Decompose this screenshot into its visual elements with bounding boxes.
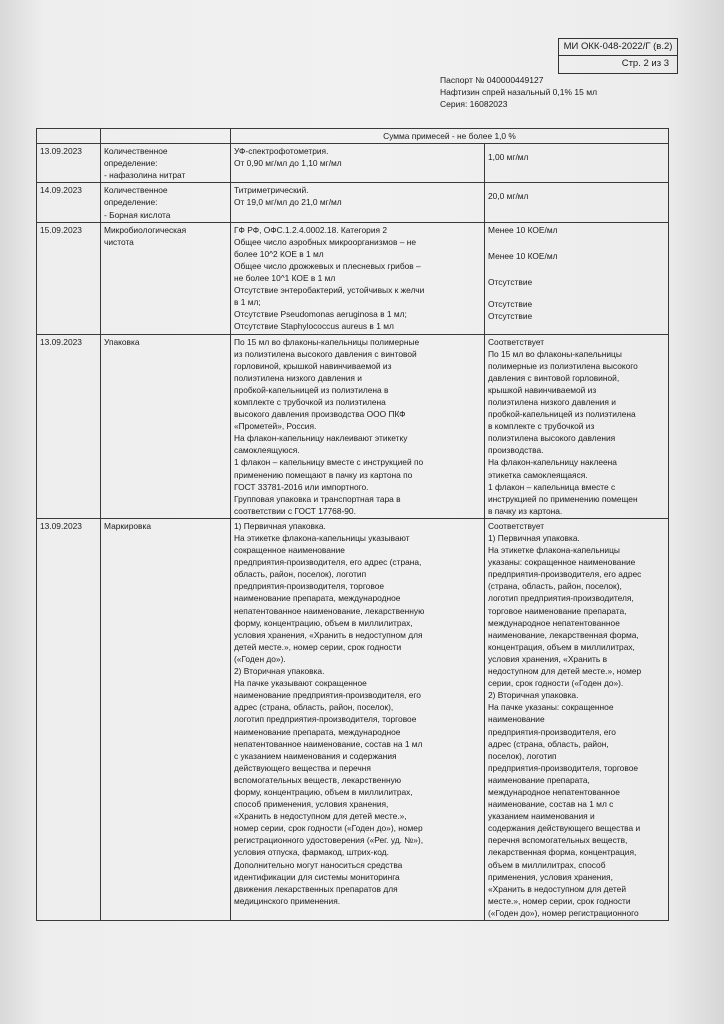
table-row (37, 334, 669, 518)
analysis-table (36, 128, 669, 921)
test-name: Количественное определение: - Борная кислота (101, 183, 231, 222)
test-date: 13.09.2023 (37, 518, 101, 920)
test-result: 1,00 мг/мл (485, 144, 669, 183)
table-row (37, 144, 669, 183)
test-method: 1) Первичная упаковка. На этикетке флакона-капельницы указывают сокращенное наименование предприятия-производителя, его адрес (страна, область, район, поселок), логотип предприятия-производителя, торговое наименование препарата, международное непатентованное наименование, лекарственную форму, концентрацию, объем в миллилитрах, условия хранения, «Хранить в недоступном для детей месте.», номер серии, срок годности («Годен до»). 2) Вторичная упаковка. На пачке указывают сокращенное наименование предприятия-производителя, его адрес (страна, область, район, поселок), логотип предприятия-производителя, торговое наименование препарата, международное непатентованное наименование, состав на 1 мл с указанием наименования и содержания действующего вещества и перечня вспомогательных веществ, лекарственную форму, концентрацию, объем в миллилитрах, способ применения, условия хранения, «Хранить в недоступном для детей месте.», номер серии, срок годности («Годен до»), номер регистрационного удостоверения («Рег. уд. №»), условия отпуска, фармакод, штрих-код. Дополнительно могут наноситься средства идентификации для системы мониторинга движения лекарственных препаратов для медицинского применения. (231, 518, 485, 920)
test-name: Упаковка (101, 334, 231, 518)
test-date: 15.09.2023 (37, 222, 101, 334)
table-row (37, 222, 669, 334)
test-name: Микробиологическая чистота (101, 222, 231, 334)
test-method: По 15 мл во флаконы-капельницы полимерные из полиэтилена высокого давления с винтовой горловиной, крышкой навинчиваемой из полиэтилена низкого давления и пробкой-капельницей из полиэтилена в комплекте с трубочкой из полиэтилена высокого давления производства ООО ПКФ «Прометей», Россия. На флакон-капельницу наклеивают этикетку самоклеящуюся. 1 флакон – капельницу вместе с инструкцией по применению помещают в пачку из картона по ГОСТ 33781-2016 или импортного. Групповая упаковка и транспортная тара в соответствии с ГОСТ 17768-90. (231, 334, 485, 518)
page-number: Стр. 2 из 3 (621, 58, 669, 69)
product-name: Нафтизин спрей назальный 0,1% 15 мл (440, 87, 598, 97)
test-result: Соответствует 1) Первичная упаковка. На этикетке флакона-капельницы указаны: сокращенное наименование предприятия-производителя, его адрес (страна, область, район, поселок), логотип предприятия-производителя, торговое наименование препарата, международное непатентованное наименование, лекарственная форма, концентрация, объем в миллилитрах, условия хранения, «Хранить в недоступном для детей месте.», номер серии, срок годности («Годен до»). 2) Вторичная упаковка. На пачке указаны: сокращенное наименование предприятия-производителя, его адрес (страна, область, район, поселок), логотип предприятия-производителя, торговое наименование препарата, международное непатентованное наименование, состав на 1 мл с указанием наименования и содержания действующего вещества и перечня вспомогательных веществ, лекарственная форма, концентрация, объем в миллилитрах, способ применения, условия хранения, «Хранить в недоступном для детей месте.», номер серии, срок годности («Годен до»), номер регистрационного (485, 518, 669, 920)
test-date: 14.09.2023 (37, 183, 101, 222)
passport-block (440, 74, 597, 110)
test-method: ГФ РФ, ОФС.1.2.4.0002.18. Категория 2 Общее число аэробных микроорганизмов – не более 10^2 КОЕ в 1 мл Общее число дрожжевых и плесневых грибов – не более 10^1 КОЕ в 1 мл Отсутствие энтеробактерий, устойчивых к желчи в 1 мл; Отсутствие Pseudomonas aeruginosa в 1 мл; Отсутствие Staphylococcus aureus в 1 мл (231, 222, 485, 334)
document-code: МИ ОКК-048-2022/Г (в.2) (559, 39, 677, 56)
table-row (37, 129, 669, 144)
test-result: 20,0 мг/мл (485, 183, 669, 222)
test-date: 13.09.2023 (37, 144, 101, 183)
impurities-note: Сумма примесей - не более 1,0 % (231, 129, 669, 144)
passport-number: Паспорт № 040000449127 (440, 75, 544, 85)
test-method: УФ-спектрофотометрия. От 0,90 мг/мл до 1,10 мг/мл (231, 144, 485, 183)
table-row (37, 518, 669, 920)
test-method: Титриметрический. От 19,0 мг/мл до 21,0 мг/мл (231, 183, 485, 222)
table-row (37, 183, 669, 222)
test-date: 13.09.2023 (37, 334, 101, 518)
document-code-box (558, 38, 678, 74)
test-name: Маркировка (101, 518, 231, 920)
test-result: Соответствует По 15 мл во флаконы-капельницы полимерные из полиэтилена высокого давления с винтовой горловиной, крышкой навинчиваемой из полиэтилена низкого давления и пробкой-капельницей из полиэтилена в комплекте с трубочкой из полиэтилена высокого давления производства. На флакон-капельницу наклеена этикетка самоклеящаяся. 1 флакон – капельница вместе с инструкцией по применению помещен в пачку из картона. (485, 334, 669, 518)
test-name: Количественное определение: - нафазолина нитрат (101, 144, 231, 183)
series-number: Серия: 16082023 (440, 99, 508, 109)
test-result: Менее 10 КОЕ/мл Менее 10 КОЕ/мл Отсутствие Отсутствие Отсутствие (485, 222, 669, 334)
